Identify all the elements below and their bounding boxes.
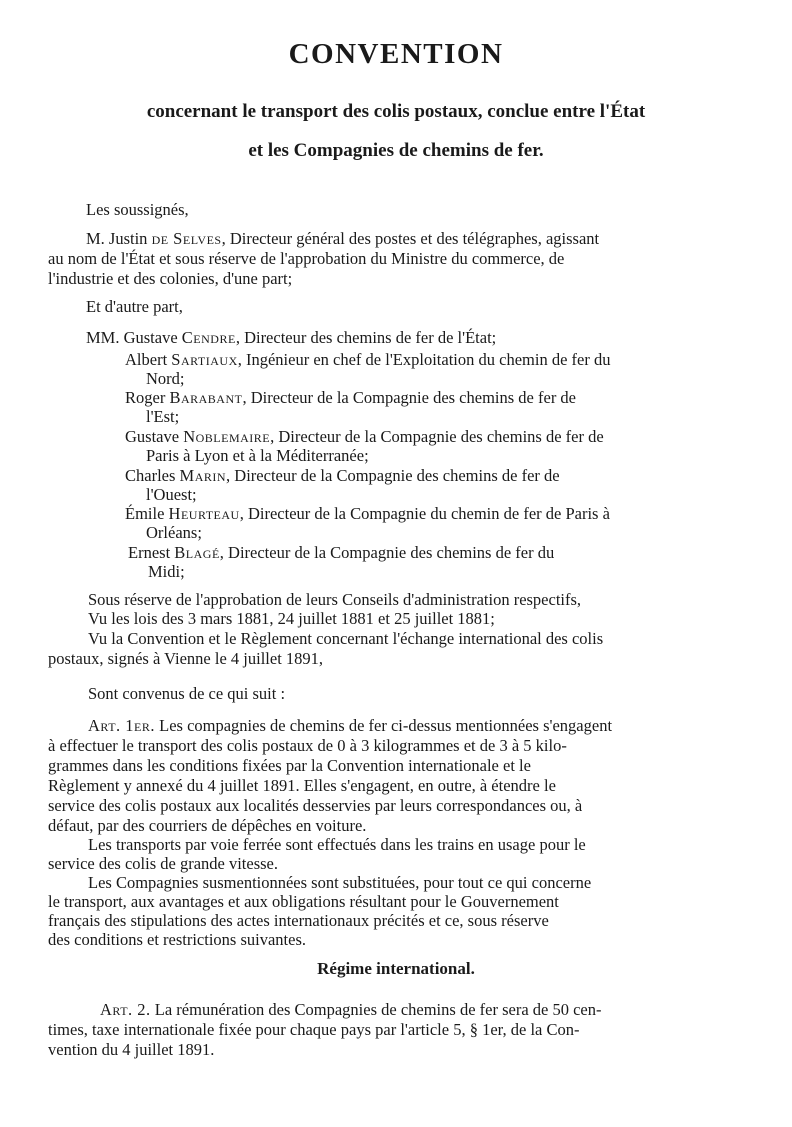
document-subtitle-line1: concernant le transport des colis postaux, conclue entre l'État <box>146 101 646 122</box>
selves-line-3: l'industrie et des colonies, d'une part; <box>48 269 293 288</box>
selves-surname: de Selves <box>151 229 222 248</box>
reserve-line-2: Vu les lois des 3 mars 1881, 24 juillet 1881 et 25 juillet 1881; <box>88 609 495 628</box>
blage-line-2: Midi; <box>148 562 185 581</box>
noblemaire-line-2: Paris à Lyon et à la Méditerranée; <box>146 446 369 465</box>
signatory-blage <box>128 542 554 564</box>
heurteau-role: , Directeur de la Compagnie du chemin de fer de Paris à <box>239 504 610 523</box>
reserve-line-4: postaux, signés à Vienne le 4 juillet 1891, <box>48 649 324 668</box>
marin-line-2: l'Ouest; <box>146 485 197 504</box>
art1-line-1 <box>88 715 612 737</box>
art1-text: Les compagnies de chemins de fer ci-dessus mentionnées s'engagent <box>155 716 613 735</box>
art1-line-3: grammes dans les conditions fixées par la Convention internationale et le <box>48 756 531 775</box>
sartiaux-surname: Sartiaux <box>171 350 238 369</box>
selves-role: , Directeur général des postes et des télégraphes, agissant <box>221 229 600 248</box>
sartiaux-prefix: Albert <box>125 350 172 369</box>
heurteau-surname: Heurteau <box>168 504 240 523</box>
regime-heading: Régime international. <box>317 959 475 978</box>
art1-p3-line-1: Les Compagnies susmentionnées sont substituées, pour tout ce qui concerne <box>88 873 592 892</box>
art1-p3-line-4: des conditions et restrictions suivantes. <box>48 930 306 949</box>
barabant-surname: Barabant <box>169 388 243 407</box>
signatory-cendre <box>86 327 496 349</box>
art1-line-4: Règlement y annexé du 4 juillet 1891. Elles s'engagent, en outre, à étendre le <box>48 776 556 795</box>
cendre-role: , Directeur des chemins de fer de l'État; <box>235 328 497 347</box>
reserve-line-1: Sous réserve de l'approbation de leurs Conseils d'administration respectifs, <box>88 590 582 609</box>
heurteau-line-2: Orléans; <box>146 523 202 542</box>
barabant-role: , Directeur de la Compagnie des chemins de fer de <box>242 388 577 407</box>
noblemaire-prefix: Gustave <box>125 427 184 446</box>
art1-line-6: défaut, par des courriers de dépêches en voiture. <box>48 816 367 835</box>
art2-line-2: times, taxe internationale fixée pour chaque pays par l'article 5, § 1er, de la Con- <box>48 1020 580 1039</box>
selves-prefix: M. Justin <box>86 229 152 248</box>
marin-role: , Directeur de la Compagnie des chemins de fer de <box>226 466 560 485</box>
signatory-barabant <box>125 387 576 409</box>
reserve-line-3: Vu la Convention et le Règlement concernant l'échange international des colis <box>88 629 604 648</box>
marin-prefix: Charles <box>125 466 180 485</box>
sartiaux-line-2: Nord; <box>146 369 185 388</box>
noblemaire-role: , Directeur de la Compagnie des chemins de fer de <box>270 427 604 446</box>
cendre-surname: Cendre <box>181 328 236 347</box>
art2-text: La rémunération des Compagnies de chemins de fer sera de 50 cen- <box>150 1000 602 1019</box>
selves-line-1 <box>86 228 599 250</box>
art1-p3-line-2: le transport, aux avantages et aux obligations résultant pour le Gouvernement <box>48 892 559 911</box>
blage-prefix: Ernest <box>128 543 175 562</box>
art1-p2-line-2: service des colis de grande vitesse. <box>48 854 279 873</box>
soussignes-line: Les soussignés, <box>86 200 189 219</box>
signatory-sartiaux <box>125 349 610 371</box>
autre-part-line: Et d'autre part, <box>86 297 183 316</box>
art1-p2-line-1: Les transports par voie ferrée sont effectués dans les trains en usage pour le <box>88 835 586 854</box>
art2-line-1 <box>100 999 601 1021</box>
convenus-line: Sont convenus de ce qui suit : <box>88 684 286 703</box>
barabant-prefix: Roger <box>125 388 170 407</box>
art1-line-5: service des colis postaux aux localités desservies par leurs correspondances ou, à <box>48 796 583 815</box>
selves-line-2: au nom de l'État et sous réserve de l'approbation du Ministre du commerce, de <box>48 249 565 268</box>
art2-label: Art. 2. <box>100 1000 151 1019</box>
art2-line-3: vention du 4 juillet 1891. <box>48 1040 215 1059</box>
noblemaire-surname: Noblemaire <box>183 427 271 446</box>
barabant-line-2: l'Est; <box>146 407 180 426</box>
art1-label: Art. 1er. <box>88 716 155 735</box>
art1-p3-line-3: français des stipulations des actes internationaux précités et ce, sous réserve <box>48 911 549 930</box>
sartiaux-role: , Ingénieur en chef de l'Exploitation du chemin de fer du <box>237 350 611 369</box>
marin-surname: Marin <box>179 466 227 485</box>
document-title: CONVENTION <box>288 38 504 70</box>
cendre-prefix: MM. Gustave <box>86 328 182 347</box>
heurteau-prefix: Émile <box>125 504 169 523</box>
blage-role: , Directeur de la Compagnie des chemins de fer du <box>219 543 555 562</box>
art1-line-2: à effectuer le transport des colis postaux de 0 à 3 kilogrammes et de 3 à 5 kilo- <box>48 736 567 755</box>
blage-surname: Blagé <box>174 543 220 562</box>
document-subtitle-line2: et les Compagnies de chemins de fer. <box>248 140 544 161</box>
